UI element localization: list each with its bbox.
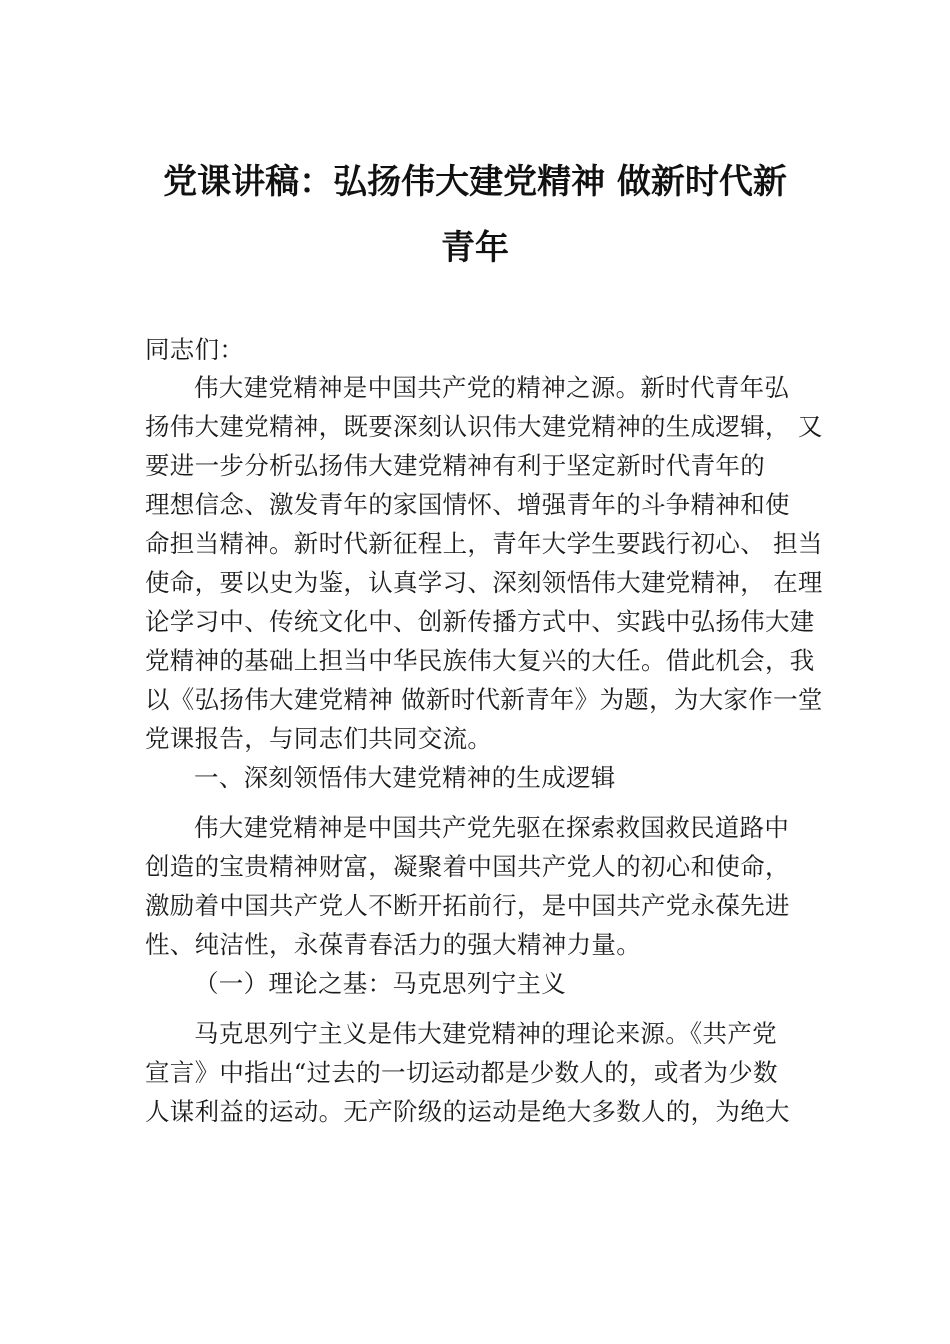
section-heading: 一、深刻领悟伟大建党精神的生成逻辑 (194, 763, 616, 792)
paragraph-line: 论学习中、传统文化中、创新传播方式中、实践中弘扬伟大建 (145, 607, 815, 636)
paragraph-line: 党课报告，与同志们共同交流。 (145, 724, 493, 753)
paragraph-line: 性、纯洁性，永葆青春活力的强大精神力量。 (145, 930, 641, 959)
paragraph-line: 使命，要以史为鉴，认真学习、深刻领悟伟大建党精神， 在理 (145, 568, 823, 597)
paragraph-line: 命担当精神。新时代新征程上，青年大学生要践行初心、 担当 (145, 529, 823, 558)
paragraph-line: 马克思列宁主义是伟大建党精神的理论来源。《共产党 (194, 1019, 777, 1048)
title-line-2: 青年 (441, 228, 509, 268)
paragraph-line: 创造的宝贵精神财富，凝聚着中国共产党人的初心和使命， (145, 852, 790, 881)
paragraph-line: 伟大建党精神是中国共产党的精神之源。新时代青年弘 (194, 373, 790, 402)
paragraph-line: 人谋利益的运动。无产阶级的运动是绝大多数人的，为绝大 (145, 1097, 790, 1126)
paragraph-line: 宣言》中指出“过去的一切运动都是少数人的，或者为少数 (145, 1058, 778, 1087)
salutation: 同志们： (145, 335, 245, 364)
paragraph-line: 伟大建党精神是中国共产党先驱在探索救国救民道路中 (194, 813, 790, 842)
paragraph-line: 激励着中国共产党人不断开拓前行，是中国共产党永葆先进 (145, 891, 790, 920)
paragraph-line: 以《弘扬伟大建党精神 做新时代新青年》为题，为大家作一堂 (145, 685, 823, 714)
paragraph-line: 理想信念、激发青年的家国情怀、增强青年的斗争精神和使 (145, 490, 790, 519)
paragraph-line: 党精神的基础上担当中华民族伟大复兴的大任。借此机会，我 (145, 646, 815, 675)
subsection-heading: （一）理论之基：马克思列宁主义 (194, 969, 566, 998)
title-line-1: 党课讲稿：弘扬伟大建党精神 做新时代新 (163, 162, 787, 202)
paragraph-line: 要进一步分析弘扬伟大建党精神有利于坚定新时代青年的 (145, 451, 765, 480)
paragraph-line: 扬伟大建党精神，既要深刻认识伟大建党精神的生成逻辑， 又 (145, 412, 823, 441)
